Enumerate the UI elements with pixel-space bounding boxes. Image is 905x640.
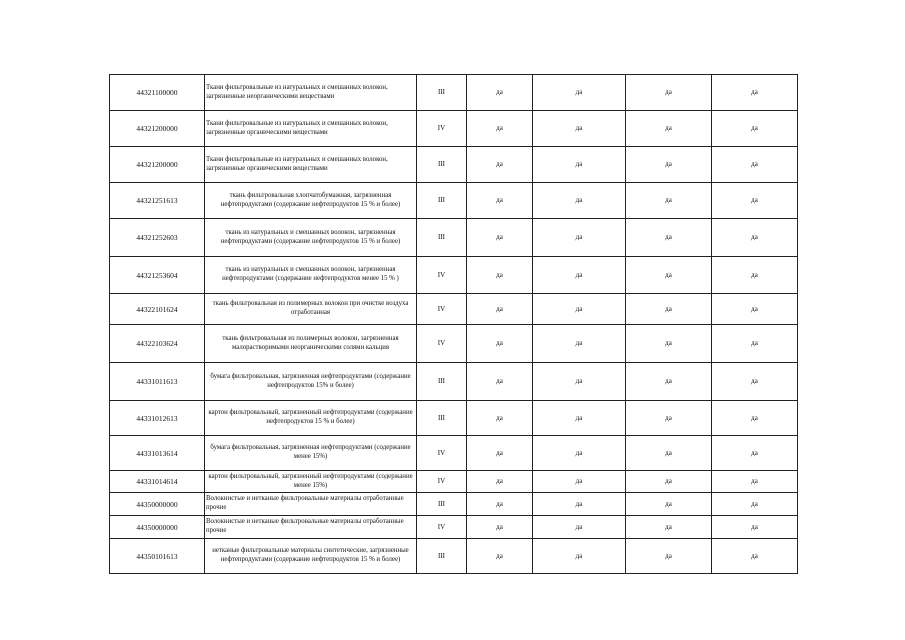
hazard-class-cell: III <box>417 539 467 574</box>
description-cell: Ткани фильтровальные из натуральных и смешанных волокон, загрязненные органическими веществами <box>205 147 417 183</box>
flag-cell: да <box>712 471 798 493</box>
table-row <box>110 539 798 574</box>
hazard-class-cell: III <box>417 363 467 401</box>
hazard-class-cell: IV <box>417 257 467 294</box>
flag-cell: да <box>712 516 798 539</box>
flag-cell: да <box>467 363 533 401</box>
flag-cell: да <box>467 325 533 363</box>
table-row <box>110 219 798 257</box>
flag-cell: да <box>467 493 533 516</box>
description-cell: картон фильтровальный, загрязненный нефтепродуктами (содержание менее 15%) <box>205 471 417 493</box>
flag-cell: да <box>626 147 712 183</box>
description-cell: ткань из натуральных и смешанных волокон, загрязненная нефтепродуктами (содержание нефтепродуктов 15 % и более) <box>205 219 417 257</box>
flag-cell: да <box>626 75 712 111</box>
flag-cell: да <box>533 183 626 219</box>
hazard-class-cell: III <box>417 401 467 436</box>
table-row <box>110 363 798 401</box>
hazard-class-cell: IV <box>417 325 467 363</box>
flag-cell: да <box>626 294 712 325</box>
hazard-class-cell: III <box>417 219 467 257</box>
table-row <box>110 325 798 363</box>
flag-cell: да <box>712 111 798 147</box>
waste-table <box>109 74 798 574</box>
table-body <box>110 75 798 574</box>
flag-cell: да <box>533 436 626 471</box>
flag-cell: да <box>467 219 533 257</box>
hazard-class-cell: IV <box>417 294 467 325</box>
code-cell: 44322103624 <box>110 325 205 363</box>
description-cell: ткань из натуральных и смешанных волокон, загрязненная нефтепродуктами (содержание нефтепродуктов менее 15 % ) <box>205 257 417 294</box>
description-cell: Волокнистые и нетканые фильтровальные материалы отработанные прочие <box>205 516 417 539</box>
description-cell: картон фильтровальный, загрязненный нефтепродуктами (содержание нефтепродуктов 15 % и более) <box>205 401 417 436</box>
table-row <box>110 183 798 219</box>
hazard-class-cell: III <box>417 183 467 219</box>
flag-cell: да <box>626 539 712 574</box>
table-row <box>110 111 798 147</box>
table-row <box>110 493 798 516</box>
hazard-class-cell: III <box>417 75 467 111</box>
flag-cell: да <box>712 436 798 471</box>
flag-cell: да <box>712 219 798 257</box>
flag-cell: да <box>533 325 626 363</box>
flag-cell: да <box>712 493 798 516</box>
description-cell: ткань фильтровальная из полимерных волокон при очистке воздуха отработанная <box>205 294 417 325</box>
hazard-class-cell: III <box>417 147 467 183</box>
flag-cell: да <box>533 257 626 294</box>
code-cell: 44321200000 <box>110 147 205 183</box>
flag-cell: да <box>626 493 712 516</box>
hazard-class-cell: IV <box>417 516 467 539</box>
flag-cell: да <box>712 257 798 294</box>
code-cell: 44350101613 <box>110 539 205 574</box>
flag-cell: да <box>467 294 533 325</box>
flag-cell: да <box>533 516 626 539</box>
hazard-class-cell: IV <box>417 471 467 493</box>
flag-cell: да <box>467 436 533 471</box>
flag-cell: да <box>626 516 712 539</box>
flag-cell: да <box>626 111 712 147</box>
flag-cell: да <box>533 493 626 516</box>
code-cell: 44331012613 <box>110 401 205 436</box>
flag-cell: да <box>467 147 533 183</box>
description-cell: Ткани фильтровальные из натуральных и смешанных волокон, загрязненные неорганическими веществами <box>205 75 417 111</box>
flag-cell: да <box>626 401 712 436</box>
flag-cell: да <box>467 516 533 539</box>
flag-cell: да <box>712 401 798 436</box>
code-cell: 44350000000 <box>110 516 205 539</box>
code-cell: 44331011613 <box>110 363 205 401</box>
flag-cell: да <box>467 471 533 493</box>
flag-cell: да <box>712 539 798 574</box>
hazard-class-cell: IV <box>417 111 467 147</box>
description-cell: нетканые фильтровальные материалы синтетические, загрязненные нефтепродуктами (содержание нефтепродуктов 15 % и более) <box>205 539 417 574</box>
flag-cell: да <box>626 325 712 363</box>
flag-cell: да <box>533 539 626 574</box>
code-cell: 44321100000 <box>110 75 205 111</box>
description-cell: ткань фильтровальная хлопчатобумажная, загрязненная нефтепродуктами (содержание нефтепродуктов 15 % и более) <box>205 183 417 219</box>
code-cell: 44350000000 <box>110 493 205 516</box>
flag-cell: да <box>467 539 533 574</box>
flag-cell: да <box>533 147 626 183</box>
hazard-class-cell: IV <box>417 436 467 471</box>
hazard-class-cell: III <box>417 493 467 516</box>
description-cell: Волокнистые и нетканые фильтровальные материалы отработанные прочие <box>205 493 417 516</box>
flag-cell: да <box>533 111 626 147</box>
flag-cell: да <box>533 471 626 493</box>
flag-cell: да <box>626 363 712 401</box>
code-cell: 44331013614 <box>110 436 205 471</box>
flag-cell: да <box>712 75 798 111</box>
flag-cell: да <box>626 436 712 471</box>
description-cell: ткань фильтровальная из полимерных волокон, загрязненная малорастворимыми неорганическими солями кальция <box>205 325 417 363</box>
table-row <box>110 294 798 325</box>
code-cell: 44331014614 <box>110 471 205 493</box>
code-cell: 44321200000 <box>110 111 205 147</box>
flag-cell: да <box>712 363 798 401</box>
description-cell: бумага фильтровальная, загрязненная нефтепродуктами (содержание нефтепродуктов 15% и более) <box>205 363 417 401</box>
flag-cell: да <box>712 294 798 325</box>
flag-cell: да <box>533 363 626 401</box>
flag-cell: да <box>712 325 798 363</box>
table-row <box>110 516 798 539</box>
flag-cell: да <box>467 183 533 219</box>
flag-cell: да <box>467 111 533 147</box>
table-row <box>110 147 798 183</box>
table-row <box>110 257 798 294</box>
table-row <box>110 471 798 493</box>
flag-cell: да <box>712 183 798 219</box>
flag-cell: да <box>626 219 712 257</box>
flag-cell: да <box>467 401 533 436</box>
description-cell: бумага фильтровальная, загрязненная нефтепродуктами (содержание менее 15%) <box>205 436 417 471</box>
code-cell: 44321251613 <box>110 183 205 219</box>
flag-cell: да <box>626 471 712 493</box>
table-row <box>110 401 798 436</box>
flag-cell: да <box>467 75 533 111</box>
table-row <box>110 75 798 111</box>
flag-cell: да <box>626 257 712 294</box>
code-cell: 44321252603 <box>110 219 205 257</box>
flag-cell: да <box>533 294 626 325</box>
flag-cell: да <box>467 257 533 294</box>
flag-cell: да <box>533 219 626 257</box>
description-cell: Ткани фильтровальные из натуральных и смешанных волокон, загрязненные органическими веществами <box>205 111 417 147</box>
table-row <box>110 436 798 471</box>
flag-cell: да <box>712 147 798 183</box>
code-cell: 44321253604 <box>110 257 205 294</box>
flag-cell: да <box>626 183 712 219</box>
flag-cell: да <box>533 75 626 111</box>
flag-cell: да <box>533 401 626 436</box>
code-cell: 44322101624 <box>110 294 205 325</box>
